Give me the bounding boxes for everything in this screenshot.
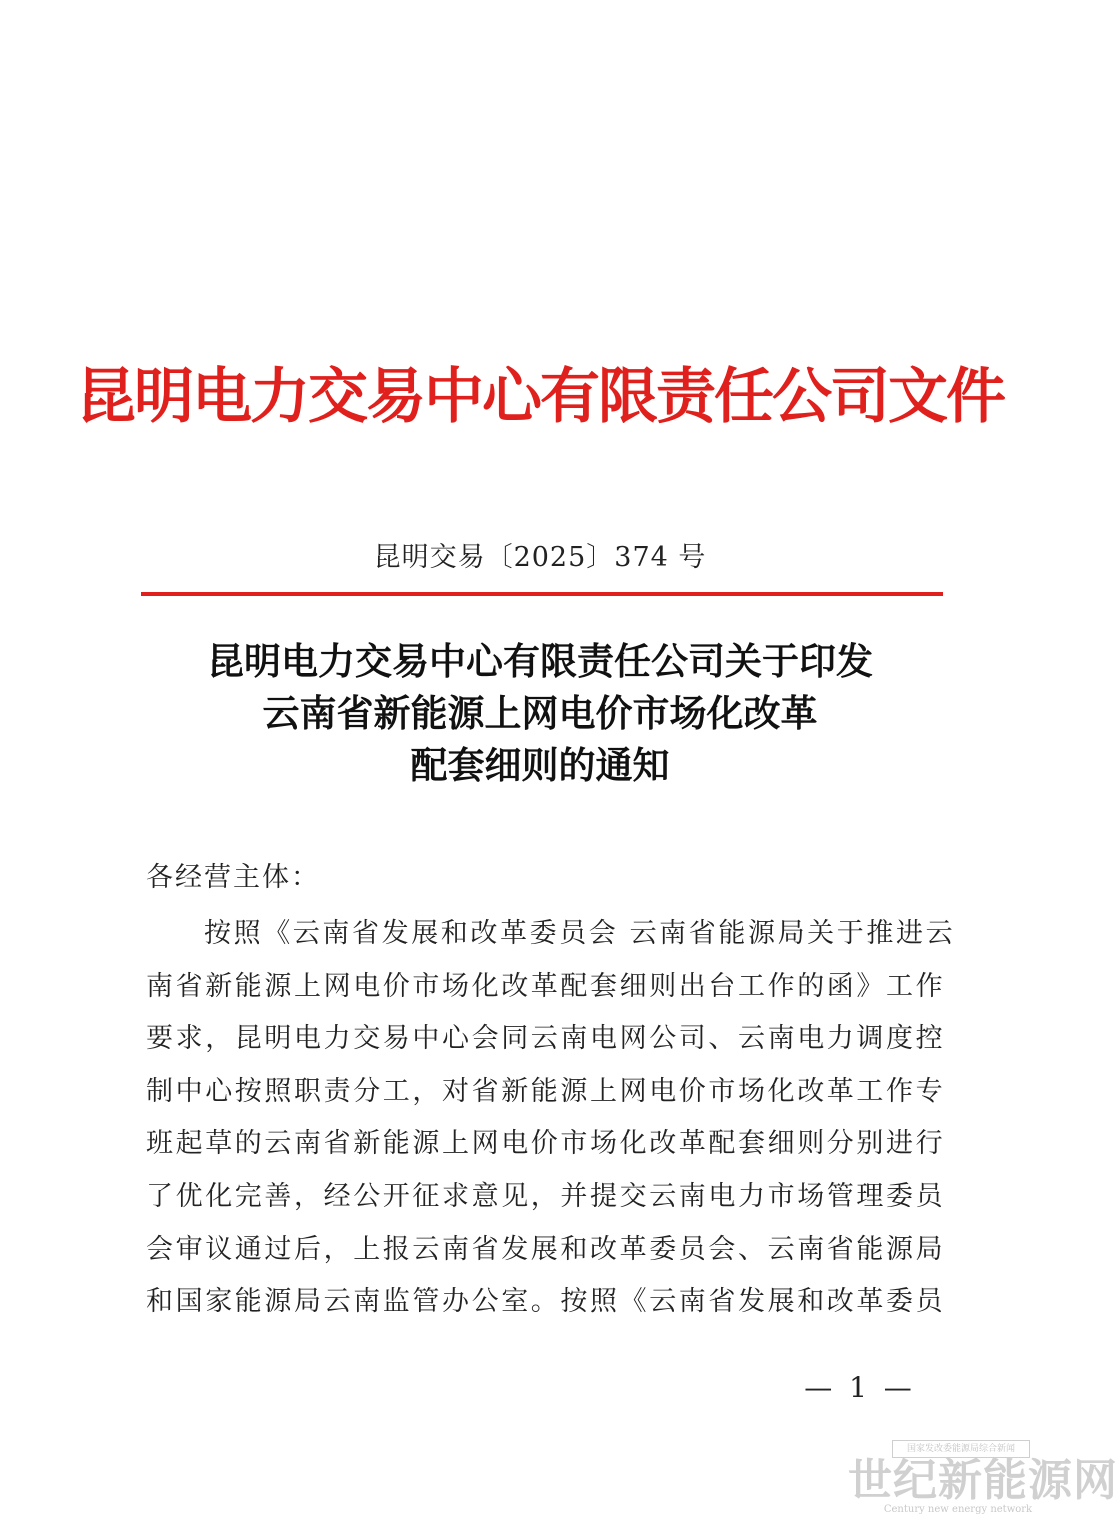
site-watermark xyxy=(848,1440,1118,1520)
title-line: 配套细则的通知 xyxy=(410,744,670,787)
page-number: — 1 — xyxy=(804,1371,916,1404)
body-line: 班起草的云南省新能源上网电价市场化改革配套细则分别进行 xyxy=(146,1128,946,1160)
body-line: 会审议通过后，上报云南省发展和改革委员会、云南省能源局 xyxy=(146,1233,946,1265)
body-line: 和国家能源局云南监管办公室。按照《云南省发展和改革委员 xyxy=(146,1286,946,1318)
document-title xyxy=(120,636,960,792)
body-line: 按照《云南省发展和改革委员会 云南省能源局关于推进云 xyxy=(204,918,956,949)
salutation: 各经营主体： xyxy=(146,862,320,893)
body-paragraph xyxy=(146,908,956,1329)
watermark-caption: 国家发改委能源局综合新闻 xyxy=(892,1440,1030,1458)
title-line: 昆明电力交易中心有限责任公司关于印发 xyxy=(207,640,873,683)
watermark-logo-text: 世纪新能源网 xyxy=(848,1455,1118,1506)
watermark-english-text: Century new energy network xyxy=(883,1504,1033,1515)
body-line: 制中心按照职责分工，对省新能源上网电价市场化改革工作专 xyxy=(146,1075,946,1107)
body-line: 南省新能源上网电价市场化改革配套细则出台工作的函》工作 xyxy=(146,970,946,1002)
document-number: 昆明交易〔2025〕374 号 xyxy=(373,542,707,573)
body-line: 了优化完善，经公开征求意见，并提交云南电力市场管理委员 xyxy=(146,1180,946,1212)
title-line: 云南省新能源上网电价市场化改革 xyxy=(262,692,818,735)
red-divider-line xyxy=(141,592,943,596)
document-masthead: 昆明电力交易中心有限责任公司文件 xyxy=(76,362,1004,432)
body-line: 要求，昆明电力交易中心会同云南电网公司、云南电力调度控 xyxy=(146,1023,946,1055)
